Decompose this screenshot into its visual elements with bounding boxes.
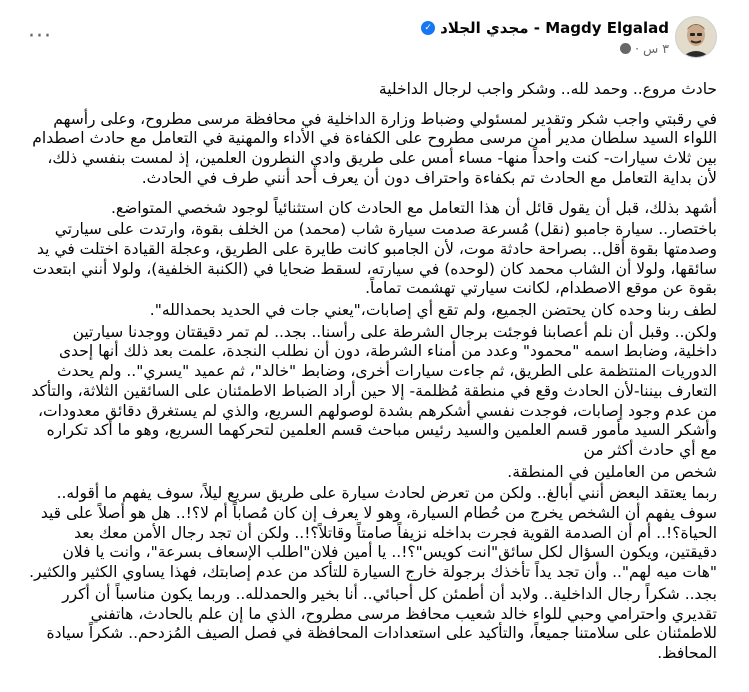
avatar-portrait-icon — [676, 17, 716, 57]
post-body — [28, 80, 717, 664]
post-paragraph: باختصار.. سيارة جامبو (نقل) مُسرعة صدمت سيارة شاب (محمد) من الخلف بقوة، وارتدت على سيارتي وصدمتها بقوة أقل.. بصراحة حادثة موت، لأن الجامبو كانت طايرة على الطريق، وعجلة القيادة اختلت في يد سائقها، ولولا أن الشاب محمد كان (لوحده) في سيارته، لسقط ضحايا في (الكنبة الخلفية)، ولولا أنني ابتعدت بقوة عن موقع الاصطدام، لكانت سيارتي تهشمت تماماً. — [32, 220, 717, 298]
post-paragraph: أشهد بذلك، قبل أن يقول قائل أن هذا التعامل مع الحادث كان استثنائياً لوجود شخصي المتواضع. — [110, 198, 717, 217]
globe-icon — [620, 43, 631, 54]
post-time[interactable]: ٣ س — [643, 41, 669, 56]
author-avatar[interactable] — [675, 16, 717, 58]
post-header — [28, 16, 717, 72]
post-paragraph: ولكن.. وقبل أن نلم أعصابنا فوجئت برجال الشرطة على رأسنا.. بجد.. لم تمر دقيقتان ووجدنا سيارتين داخلية، وضابط اسمه "محمود" وعدد من أمناء الشرطة، دون أن نطلب النجدة، علمت بعد ذلك أنها إحدى الدوريات المنتظمة على الطريق، ثم جاءت سيارات أخرى، وضابط "خالد"، ثم عميد "يسري".. ولم يحدث التعارف بيننا-لأن الحادث وقع في منطقة مُظلمة- إلا حين أراد الضباط الاطمئنان على السائقين الثلاثة، والتأكد من عدم وجود إصابات، فوجدت نفسي أشكرهم بشدة لوصولهم السريع، والذي لم يستغرق دقائق معدودات، وأشكر السيد مأمور قسم العلمين والسيد رئيس مباحث قسم العلمين لتحركهما السريع، وهو ما أكد تكراره مع أي حادث أكثر من — [31, 322, 717, 459]
verified-badge-icon: ✓ — [421, 21, 435, 35]
post-meta — [421, 41, 669, 56]
author-block — [421, 19, 669, 56]
author-name-row — [421, 19, 669, 37]
post-paragraph: في رقبتي واجب شكر وتقدير لمسئولي وضباط وزارة الداخلية في محافظة مرسى مطروح، وعلى رأسهم اللواء السيد سلطان مدير أمن مرسى مطروح على الكفاءة في الأداء والمهنية في التعامل مع حادث اصطدام بين ثلاث سيارات- كنت واحداً منها- مساء أمس على طريق وادي النطرون العلمين، إذ لمست بنفسي ذلك، لأن بداية التعامل مع الحادث تم بكفاءة واحتراف دون أن يعرف أحد أنني طرف في الحادث. — [32, 109, 717, 187]
more-options-button[interactable]: ··· — [28, 23, 52, 49]
post-paragraph: ربما يعتقد البعض أنني أبالغ.. ولكن من تعرض لحادث سيارة على طريق سريع ليلاً، سوف يفهم ما أقوله.. سوف يفهم أن الشخص يخرج من حُطام السيارة، وهو لا يعرف إن كان مُصاباً أم لا؟!.. هل هو أصلاً على قيد الحياة؟!.. أم أن الصدمة القوية فجرت بداخله نزيفاً صامتاً وقاتلاً؟!.. ولكن أن تجد رجال الأمن معك بعد دقيقتين، ويكون السؤال لكل سائق"انت كويس"؟!.. يا أمين فلان"اطلب الإسعاف بسرعة"، وانت يا فلان "هات ميه لهم".. وأن تجد يداً تأخذك برجولة خارج السيارة للتأكد من عدم إصابتك، فهذا يساوي الكثير والكثير. — [29, 484, 717, 582]
post-paragraph: لطف ربنا وحده كان يحتضن الجميع، ولم تقع أي إصابات،"يعني جات في الحديد بحمدالله". — [149, 301, 717, 320]
meta-dot: · — [635, 41, 640, 56]
author-name[interactable]: مجدي الجلاد - Magdy Elgalad — [440, 19, 669, 37]
post-paragraph: بجد.. شكراً رجال الداخلية.. ولابد أن أطمئن كل أحبائي.. أنا بخير والحمدلله.. وربما يكون مناسباً أن أكرر تقديري واحترامي وحبي للواء خالد شعيب محافظ مرسى مطروح، الذي ما إن علم بالحادث، هاتفني للاطمئنان على سلامتنا جميعاً، والتأكيد على استعدادات المحافظة في فصل الصيف المُزدحم.. شكراً سيادة المحافظ. — [46, 584, 717, 662]
post-paragraph: شخص من العاملين في المنطقة. — [507, 462, 717, 481]
post-title-line: حادث مروع.. وحمد لله.. وشكر واجب لرجال الداخلية — [378, 80, 717, 98]
